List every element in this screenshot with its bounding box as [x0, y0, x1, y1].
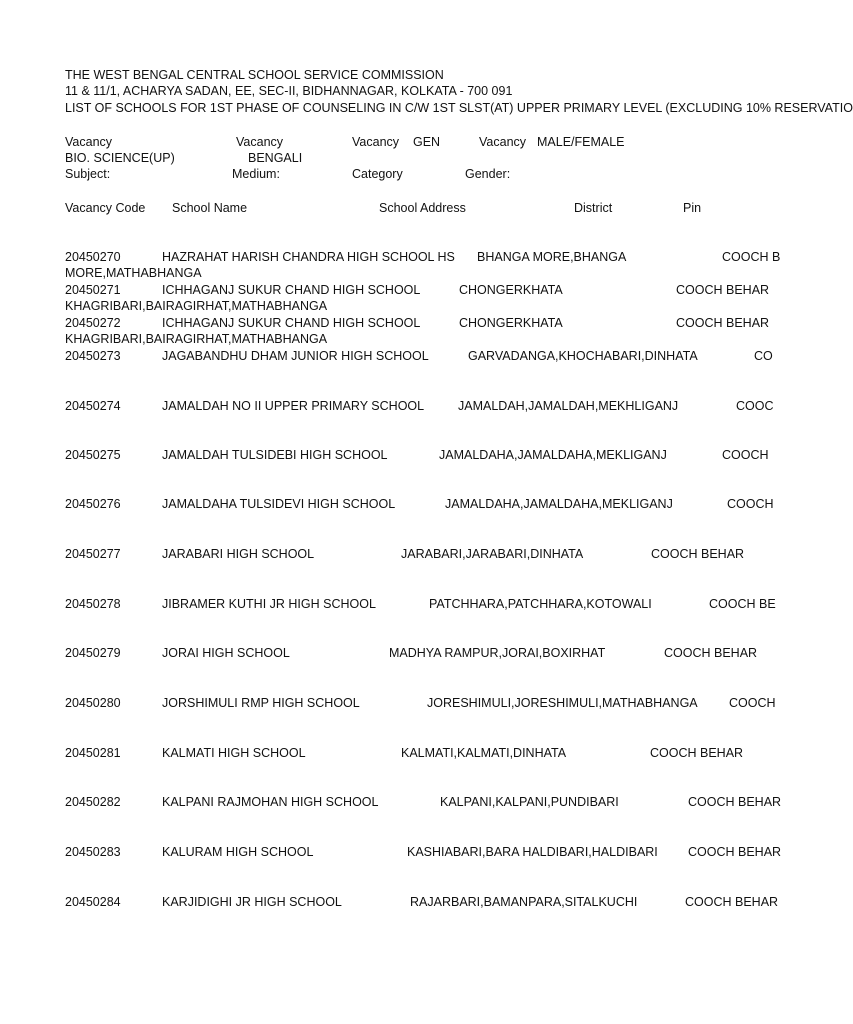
- row-vacancy-code: 20450275: [65, 448, 121, 462]
- row-district: COOCH BEHAR: [688, 795, 782, 809]
- row-school-name: KALMATI HIGH SCHOOL: [162, 746, 306, 760]
- document-title: LIST OF SCHOOLS FOR 1ST PHASE OF COUNSELING IN C/W 1ST SLST(AT) UPPER PRIMARY LEVEL (EXCLUDING 10% RESERVATIO: [65, 101, 853, 115]
- row-district: COOCH BEHAR: [676, 283, 770, 297]
- row-district: COOCH BEHAR: [651, 547, 745, 561]
- medium-label-top: Vacancy: [236, 135, 284, 149]
- category-label-bottom: Category: [352, 167, 403, 181]
- row-vacancy-code: 20450272: [65, 316, 121, 330]
- row-school-name: JARABARI HIGH SCHOOL: [162, 547, 315, 561]
- column-header-school-name: School Name: [172, 201, 248, 215]
- row-school-name: JAMALDAH NO II UPPER PRIMARY SCHOOL: [162, 399, 425, 413]
- commission-title: THE WEST BENGAL CENTRAL SCHOOL SERVICE COMMISSION: [65, 68, 444, 82]
- row-vacancy-code: 20450276: [65, 497, 121, 511]
- row-district: COOCH: [727, 497, 774, 511]
- row-school-address: GARVADANGA,KHOCHABARI,DINHATA: [468, 349, 698, 363]
- row-school-name: HAZRAHAT HARISH CHANDRA HIGH SCHOOL HS: [162, 250, 455, 264]
- row-district: COOCH BEHAR: [685, 895, 779, 909]
- row-school-address: KALMATI,KALMATI,DINHATA: [401, 746, 567, 760]
- row-vacancy-code: 20450283: [65, 845, 121, 859]
- commission-address: 11 & 11/1, ACHARYA SADAN, EE, SEC-II, BIDHANNAGAR, KOLKATA - 700 091: [65, 84, 513, 98]
- gender-label-top: Vacancy: [479, 135, 527, 149]
- row-school-name: JAMALDAHA TULSIDEVI HIGH SCHOOL: [162, 497, 396, 511]
- column-header-vacancy-code: Vacancy Code: [65, 201, 146, 215]
- row-vacancy-code: 20450277: [65, 547, 121, 561]
- medium-value: BENGALI: [248, 151, 303, 165]
- row-school-address: JORESHIMULI,JORESHIMULI,MATHABHANGA: [427, 696, 698, 710]
- row-vacancy-code: 20450278: [65, 597, 121, 611]
- row-district: COOCH BEHAR: [650, 746, 744, 760]
- row-school-address: KALPANI,KALPANI,PUNDIBARI: [440, 795, 619, 809]
- row-school-address: PATCHHARA,PATCHHARA,KOTOWALI: [429, 597, 652, 611]
- row-vacancy-code: 20450280: [65, 696, 121, 710]
- subject-label-top: Vacancy: [65, 135, 113, 149]
- row-school-address: MADHYA RAMPUR,JORAI,BOXIRHAT: [389, 646, 606, 660]
- subject-value: BIO. SCIENCE(UP): [65, 151, 175, 165]
- column-header-pin: Pin: [683, 201, 702, 215]
- subject-label-bottom: Subject:: [65, 167, 111, 181]
- row-vacancy-code: 20450279: [65, 646, 121, 660]
- row-district: COOCH BEHAR: [664, 646, 758, 660]
- row-district: COOC: [736, 399, 774, 413]
- gender-label-bottom: Gender:: [465, 167, 511, 181]
- row-district: COOCH BEHAR: [688, 845, 782, 859]
- row-school-address: JARABARI,JARABARI,DINHATA: [401, 547, 584, 561]
- row-school-address: KASHIABARI,BARA HALDIBARI,HALDIBARI: [407, 845, 658, 859]
- row-district: COOCH B: [722, 250, 781, 264]
- row-school-name: ICHHAGANJ SUKUR CHAND HIGH SCHOOL: [162, 283, 421, 297]
- row-school-address: CHONGERKHATA: [459, 283, 563, 297]
- row-district: COOCH: [729, 696, 776, 710]
- row-address-continuation: KHAGRIBARI,BAIRAGIRHAT,MATHABHANGA: [65, 299, 328, 313]
- row-vacancy-code: 20450282: [65, 795, 121, 809]
- row-school-address: CHONGERKHATA: [459, 316, 563, 330]
- medium-label-bottom: Medium:: [232, 167, 280, 181]
- row-vacancy-code: 20450270: [65, 250, 121, 264]
- row-vacancy-code: 20450274: [65, 399, 121, 413]
- row-school-name: JORAI HIGH SCHOOL: [162, 646, 290, 660]
- row-school-address: JAMALDAH,JAMALDAH,MEKHLIGANJ: [458, 399, 679, 413]
- row-district: COOCH BEHAR: [676, 316, 770, 330]
- row-district: COOCH: [722, 448, 769, 462]
- row-vacancy-code: 20450281: [65, 746, 121, 760]
- row-school-name: KALPANI RAJMOHAN HIGH SCHOOL: [162, 795, 379, 809]
- row-school-name: JAGABANDHU DHAM JUNIOR HIGH SCHOOL: [162, 349, 429, 363]
- row-address-continuation: KHAGRIBARI,BAIRAGIRHAT,MATHABHANGA: [65, 332, 328, 346]
- row-vacancy-code: 20450284: [65, 895, 121, 909]
- row-vacancy-code: 20450271: [65, 283, 121, 297]
- row-address-continuation: MORE,MATHABHANGA: [65, 266, 202, 280]
- column-header-school-address: School Address: [379, 201, 466, 215]
- row-district: CO: [754, 349, 773, 363]
- gender-value: MALE/FEMALE: [537, 135, 625, 149]
- row-school-name: KARJIDIGHI JR HIGH SCHOOL: [162, 895, 342, 909]
- row-district: COOCH BE: [709, 597, 776, 611]
- row-school-name: KALURAM HIGH SCHOOL: [162, 845, 314, 859]
- category-value: GEN: [413, 135, 441, 149]
- row-vacancy-code: 20450273: [65, 349, 121, 363]
- row-school-address: JAMALDAHA,JAMALDAHA,MEKLIGANJ: [445, 497, 673, 511]
- row-school-address: BHANGA MORE,BHANGA: [477, 250, 627, 264]
- row-school-address: RAJARBARI,BAMANPARA,SITALKUCHI: [410, 895, 638, 909]
- row-school-name: JAMALDAH TULSIDEBI HIGH SCHOOL: [162, 448, 388, 462]
- row-school-name: JIBRAMER KUTHI JR HIGH SCHOOL: [162, 597, 376, 611]
- row-school-name: JORSHIMULI RMP HIGH SCHOOL: [162, 696, 360, 710]
- column-header-district: District: [574, 201, 613, 215]
- row-school-name: ICHHAGANJ SUKUR CHAND HIGH SCHOOL: [162, 316, 421, 330]
- category-label-top: Vacancy: [352, 135, 400, 149]
- row-school-address: JAMALDAHA,JAMALDAHA,MEKLIGANJ: [439, 448, 667, 462]
